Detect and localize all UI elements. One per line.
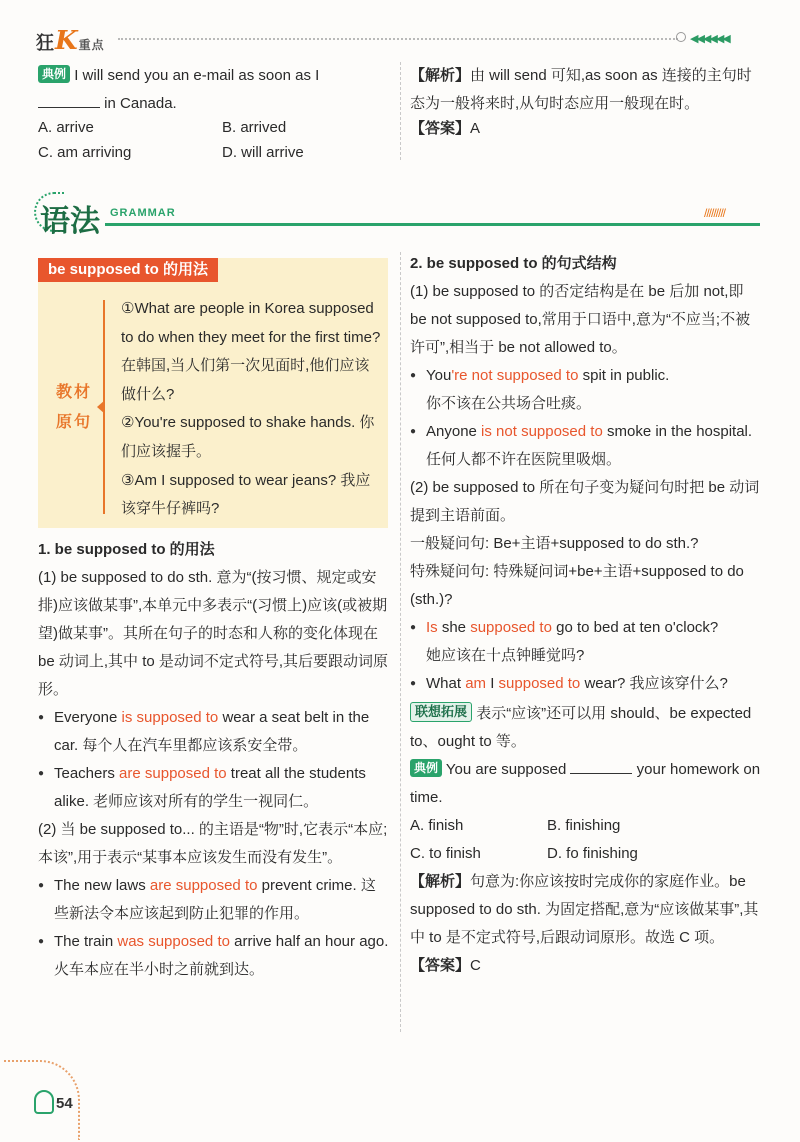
left-column xyxy=(38,536,390,984)
example-tag-2: 典例 xyxy=(410,759,442,777)
lightbulb-icon xyxy=(34,1090,54,1114)
right-example-3: ● Is she supposed to go to bed at ten o'clock? 她应该在十点钟睡觉吗? xyxy=(410,614,762,670)
left-example-1: ● Everyone is supposed to wear a seat belt in the car. 每个人在汽车里都应该系安全带。 xyxy=(38,704,390,760)
top-option-c: C. am arriving xyxy=(38,144,132,161)
textbook-box-header: be supposed to 的用法 xyxy=(38,258,218,282)
textbook-sentence-3: ③Am I supposed to wear jeans? 我应该穿牛仔裤吗? xyxy=(121,471,371,518)
answer-blank xyxy=(38,94,100,108)
right-option-c: C. to finish xyxy=(410,845,481,862)
left-paragraph-2: (2) 当 be supposed to... 的主语是“物”时,它表示“本应;本该”,用于表示“某事本应该发生而没有发生”。 xyxy=(38,821,388,866)
right-paragraph-4: 特殊疑问句: 特殊疑问词+be+主语+supposed to do (sth.)? xyxy=(410,563,744,608)
right-option-d: D. fo finishing xyxy=(547,845,638,862)
header-arrows-icon: ◀◀◀◀◀◀ xyxy=(690,33,729,45)
left-example-2: ● Teachers are supposed to treat all the students alike. 老师应该对所有的学生一视同仁。 xyxy=(38,760,390,816)
right-options-row-1 xyxy=(410,812,762,840)
section-title-en: GRAMMAR xyxy=(110,207,176,219)
section-title: 语法 xyxy=(40,204,100,239)
right-analysis: 【解析】句意为:你应该按时完成你的家庭作业。be supposed to do sth. 为固定搭配,意为“应该做某事”,其中 to 是不定式符号,后跟动词原形。故选 C 项。 xyxy=(410,873,759,946)
extension-note: 联想拓展 表示“应该”还可以用 should、be expected to、ought to 等。 xyxy=(410,704,752,750)
brand-logo: 狂K重点 xyxy=(36,26,105,56)
top-example-question: 典例 I will send you an e-mail as soon as I in Canada. xyxy=(38,62,393,118)
left-heading: 1. be supposed to 的用法 xyxy=(38,541,215,558)
column-divider-main xyxy=(400,252,401,1032)
right-example-question: 典例 You are supposed your homework on time. xyxy=(410,761,761,806)
header-dotted-rule xyxy=(118,38,678,40)
top-option-d: D. will arrive xyxy=(222,144,304,161)
column-divider-top xyxy=(400,62,401,160)
top-answer: 【答案】A xyxy=(410,120,481,137)
textbook-box-bracket xyxy=(103,300,117,514)
section-rule xyxy=(105,223,760,226)
textbook-sentences xyxy=(121,295,383,524)
extension-tag: 联想拓展 xyxy=(410,702,472,722)
left-example-4: ● The train was supposed to arrive half an hour ago. 火车本应在半小时之前就到达。 xyxy=(38,928,390,984)
right-paragraph-3: 一般疑问句: Be+主语+supposed to do sth.? xyxy=(410,535,699,552)
textbook-box-label: 教材原句 xyxy=(56,384,93,431)
example-tag: 典例 xyxy=(38,65,70,83)
right-paragraph-1: (1) be supposed to 的否定结构是在 be 后加 not,即 be not supposed to,常用于口语中,意为“不应当;不被许可”,相当于 be not allowed to。 xyxy=(410,283,751,356)
top-option-a: A. arrive xyxy=(38,119,94,136)
right-answer: 【答案】C xyxy=(410,957,481,974)
right-paragraph-2: (2) be supposed to 所在句子变为疑问句时把 be 动词提到主语前面。 xyxy=(410,479,760,524)
textbook-sentence-1: ①What are people in Korea supposed to do when they meet for the first time? 在韩国,当人们第一次见面时,他们应该做什么? xyxy=(121,300,381,403)
right-heading: 2. be supposed to 的句式结构 xyxy=(410,255,617,272)
left-paragraph-1: (1) be supposed to do sth. 意为“(按习惯、规定或安排)应该做某事”,本单元中多表示“(习惯上)应该(或被期望)做某事”。其所在句子的时态和人称的变化体现在 be 动词上,其中 to 是动词不定式符号,其后要跟动词原形。 xyxy=(38,569,389,698)
page-number: 54 xyxy=(56,1095,73,1112)
top-option-b: B. arrived xyxy=(222,119,287,136)
right-option-a: A. finish xyxy=(410,817,464,834)
right-example-4: ● What am I supposed to wear? 我应该穿什么? xyxy=(410,670,762,698)
right-options-row-2 xyxy=(410,840,762,868)
right-option-b: B. finishing xyxy=(547,817,621,834)
top-analysis: 【解析】由 will send 可知,as soon as 连接的主句时态为一般将来时,从句时态应用一般现在时。 xyxy=(410,67,752,112)
right-example-2: ● Anyone is not supposed to smoke in the hospital. 任何人都不许在医院里吸烟。 xyxy=(410,418,762,474)
left-example-3: ● The new laws are supposed to prevent crime. 这些新法令本应该起到防止犯罪的作用。 xyxy=(38,872,390,928)
textbook-sentence-2: ②You're supposed to shake hands. 你们应该握手。 xyxy=(121,414,375,460)
answer-blank-2 xyxy=(570,760,632,774)
header-circle-icon xyxy=(676,32,686,42)
right-column xyxy=(410,250,762,980)
section-slashes: ///////// xyxy=(704,206,726,220)
right-example-1: ● You're not supposed to spit in public. 你不该在公共场合吐痰。 xyxy=(410,362,762,418)
